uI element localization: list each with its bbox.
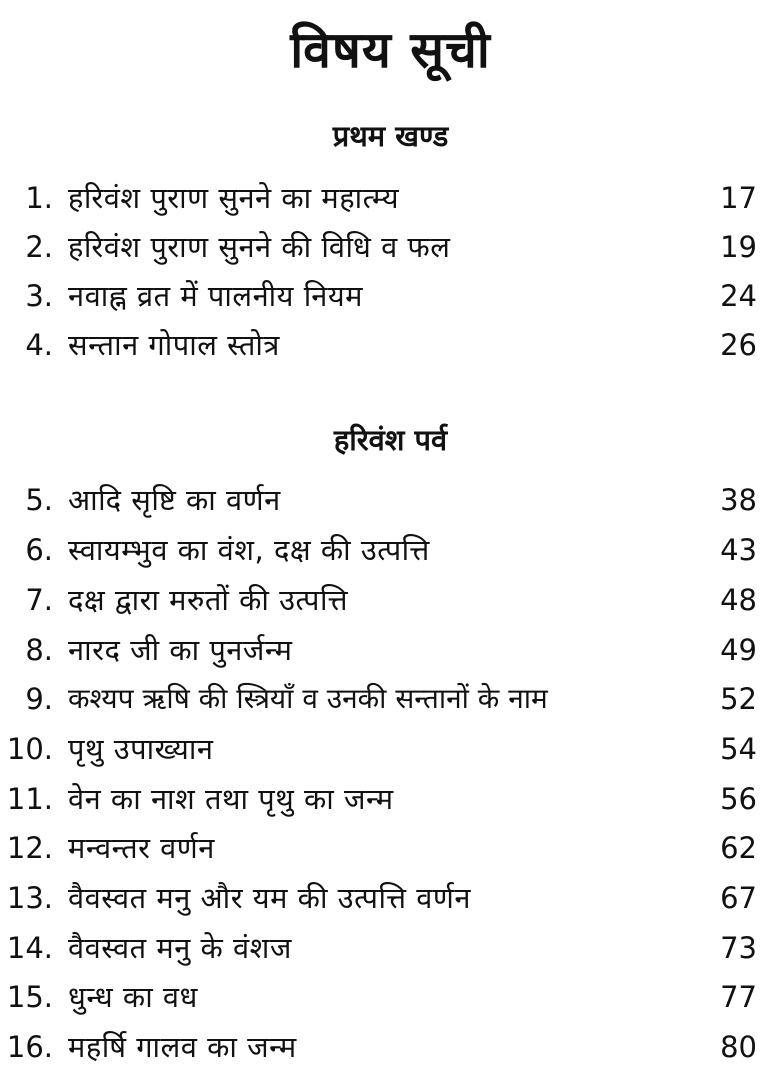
toc-entry[interactable] <box>0 323 781 367</box>
entry-number: 1. <box>25 181 53 215</box>
entry-number: 3. <box>25 279 53 313</box>
toc-entry[interactable] <box>0 876 781 920</box>
entry-page: 19 <box>720 230 757 264</box>
entry-title: वैवस्वत मनु के वंशज <box>68 931 292 965</box>
toc-entry[interactable] <box>0 274 781 318</box>
entry-number: 5. <box>25 483 53 517</box>
entry-page: 43 <box>720 533 757 567</box>
entry-page: 52 <box>720 682 757 716</box>
toc-entry[interactable] <box>0 176 781 220</box>
entry-number: 13. <box>6 881 53 915</box>
entry-number: 7. <box>25 583 53 617</box>
toc-entry[interactable] <box>0 677 781 721</box>
toc-entry[interactable] <box>0 727 781 771</box>
entry-title: धुन्ध का वध <box>68 980 198 1014</box>
entry-page: 26 <box>720 328 757 362</box>
entry-page: 62 <box>720 831 757 865</box>
entry-number: 15. <box>6 980 53 1014</box>
entry-title: हरिवंश पुराण सुनने का महात्म्य <box>68 181 400 215</box>
toc-entry[interactable] <box>0 777 781 821</box>
toc-entry[interactable] <box>0 478 781 522</box>
entry-page: 24 <box>720 279 757 313</box>
entry-number: 2. <box>25 230 53 264</box>
toc-entry[interactable] <box>0 225 781 269</box>
entry-page: 77 <box>720 980 757 1014</box>
entry-page: 17 <box>720 181 757 215</box>
entry-title: वेन का नाश तथा पृथु का जन्म <box>68 782 394 816</box>
toc-entry[interactable] <box>0 578 781 622</box>
entry-title: नारद जी का पुनर्जन्म <box>68 633 293 667</box>
entry-number: 16. <box>6 1030 53 1064</box>
entry-title: स्वायम्भुव का वंश, दक्ष की उत्पत्ति <box>68 533 430 567</box>
entry-page: 80 <box>720 1030 757 1064</box>
entry-page: 54 <box>720 732 757 766</box>
entry-title: नवाह्न व्रत में पालनीय नियम <box>68 279 363 313</box>
entry-title: दक्ष द्वारा मरुतों की उत्पत्ति <box>68 583 349 617</box>
entry-page: 38 <box>720 483 757 517</box>
section-heading-harivansh-parv: हरिवंश पर्व <box>333 423 448 457</box>
entry-page: 49 <box>720 633 757 667</box>
entry-title: कश्यप ऋषि की स्त्रियाँ व उनकी सन्तानों के नाम <box>68 682 548 715</box>
entry-title: सन्तान गोपाल स्तोत्र <box>68 328 280 362</box>
toc-entry[interactable] <box>0 1025 781 1069</box>
entry-title: महर्षि गालव का जन्म <box>68 1030 297 1064</box>
entry-title: वैवस्वत मनु और यम की उत्पत्ति वर्णन <box>68 881 471 915</box>
toc-entry[interactable] <box>0 826 781 870</box>
entry-page: 56 <box>720 782 757 816</box>
entry-number: 8. <box>25 633 53 667</box>
toc-entry[interactable] <box>0 628 781 672</box>
entry-number: 9. <box>25 682 53 716</box>
entry-title: हरिवंश पुराण सुनने की विधि व फल <box>68 230 451 264</box>
entry-title: आदि सृष्टि का वर्णन <box>68 483 281 517</box>
entry-title: मन्वन्तर वर्णन <box>68 831 215 865</box>
entry-page: 48 <box>720 583 757 617</box>
toc-entry[interactable] <box>0 975 781 1019</box>
toc-entry[interactable] <box>0 926 781 970</box>
entry-number: 6. <box>25 533 53 567</box>
toc-entry[interactable] <box>0 528 781 572</box>
entry-number: 14. <box>6 931 53 965</box>
entry-title: पृथु उपाख्यान <box>68 732 214 766</box>
entry-number: 11. <box>6 782 53 816</box>
section-heading-pratham-khand: प्रथम खण्ड <box>332 119 449 153</box>
page-title: विषय सूची <box>290 21 491 79</box>
entry-number: 4. <box>25 328 53 362</box>
entry-number: 10. <box>6 732 53 766</box>
entry-number: 12. <box>6 831 53 865</box>
entry-page: 73 <box>720 931 757 965</box>
entry-page: 67 <box>720 881 757 915</box>
